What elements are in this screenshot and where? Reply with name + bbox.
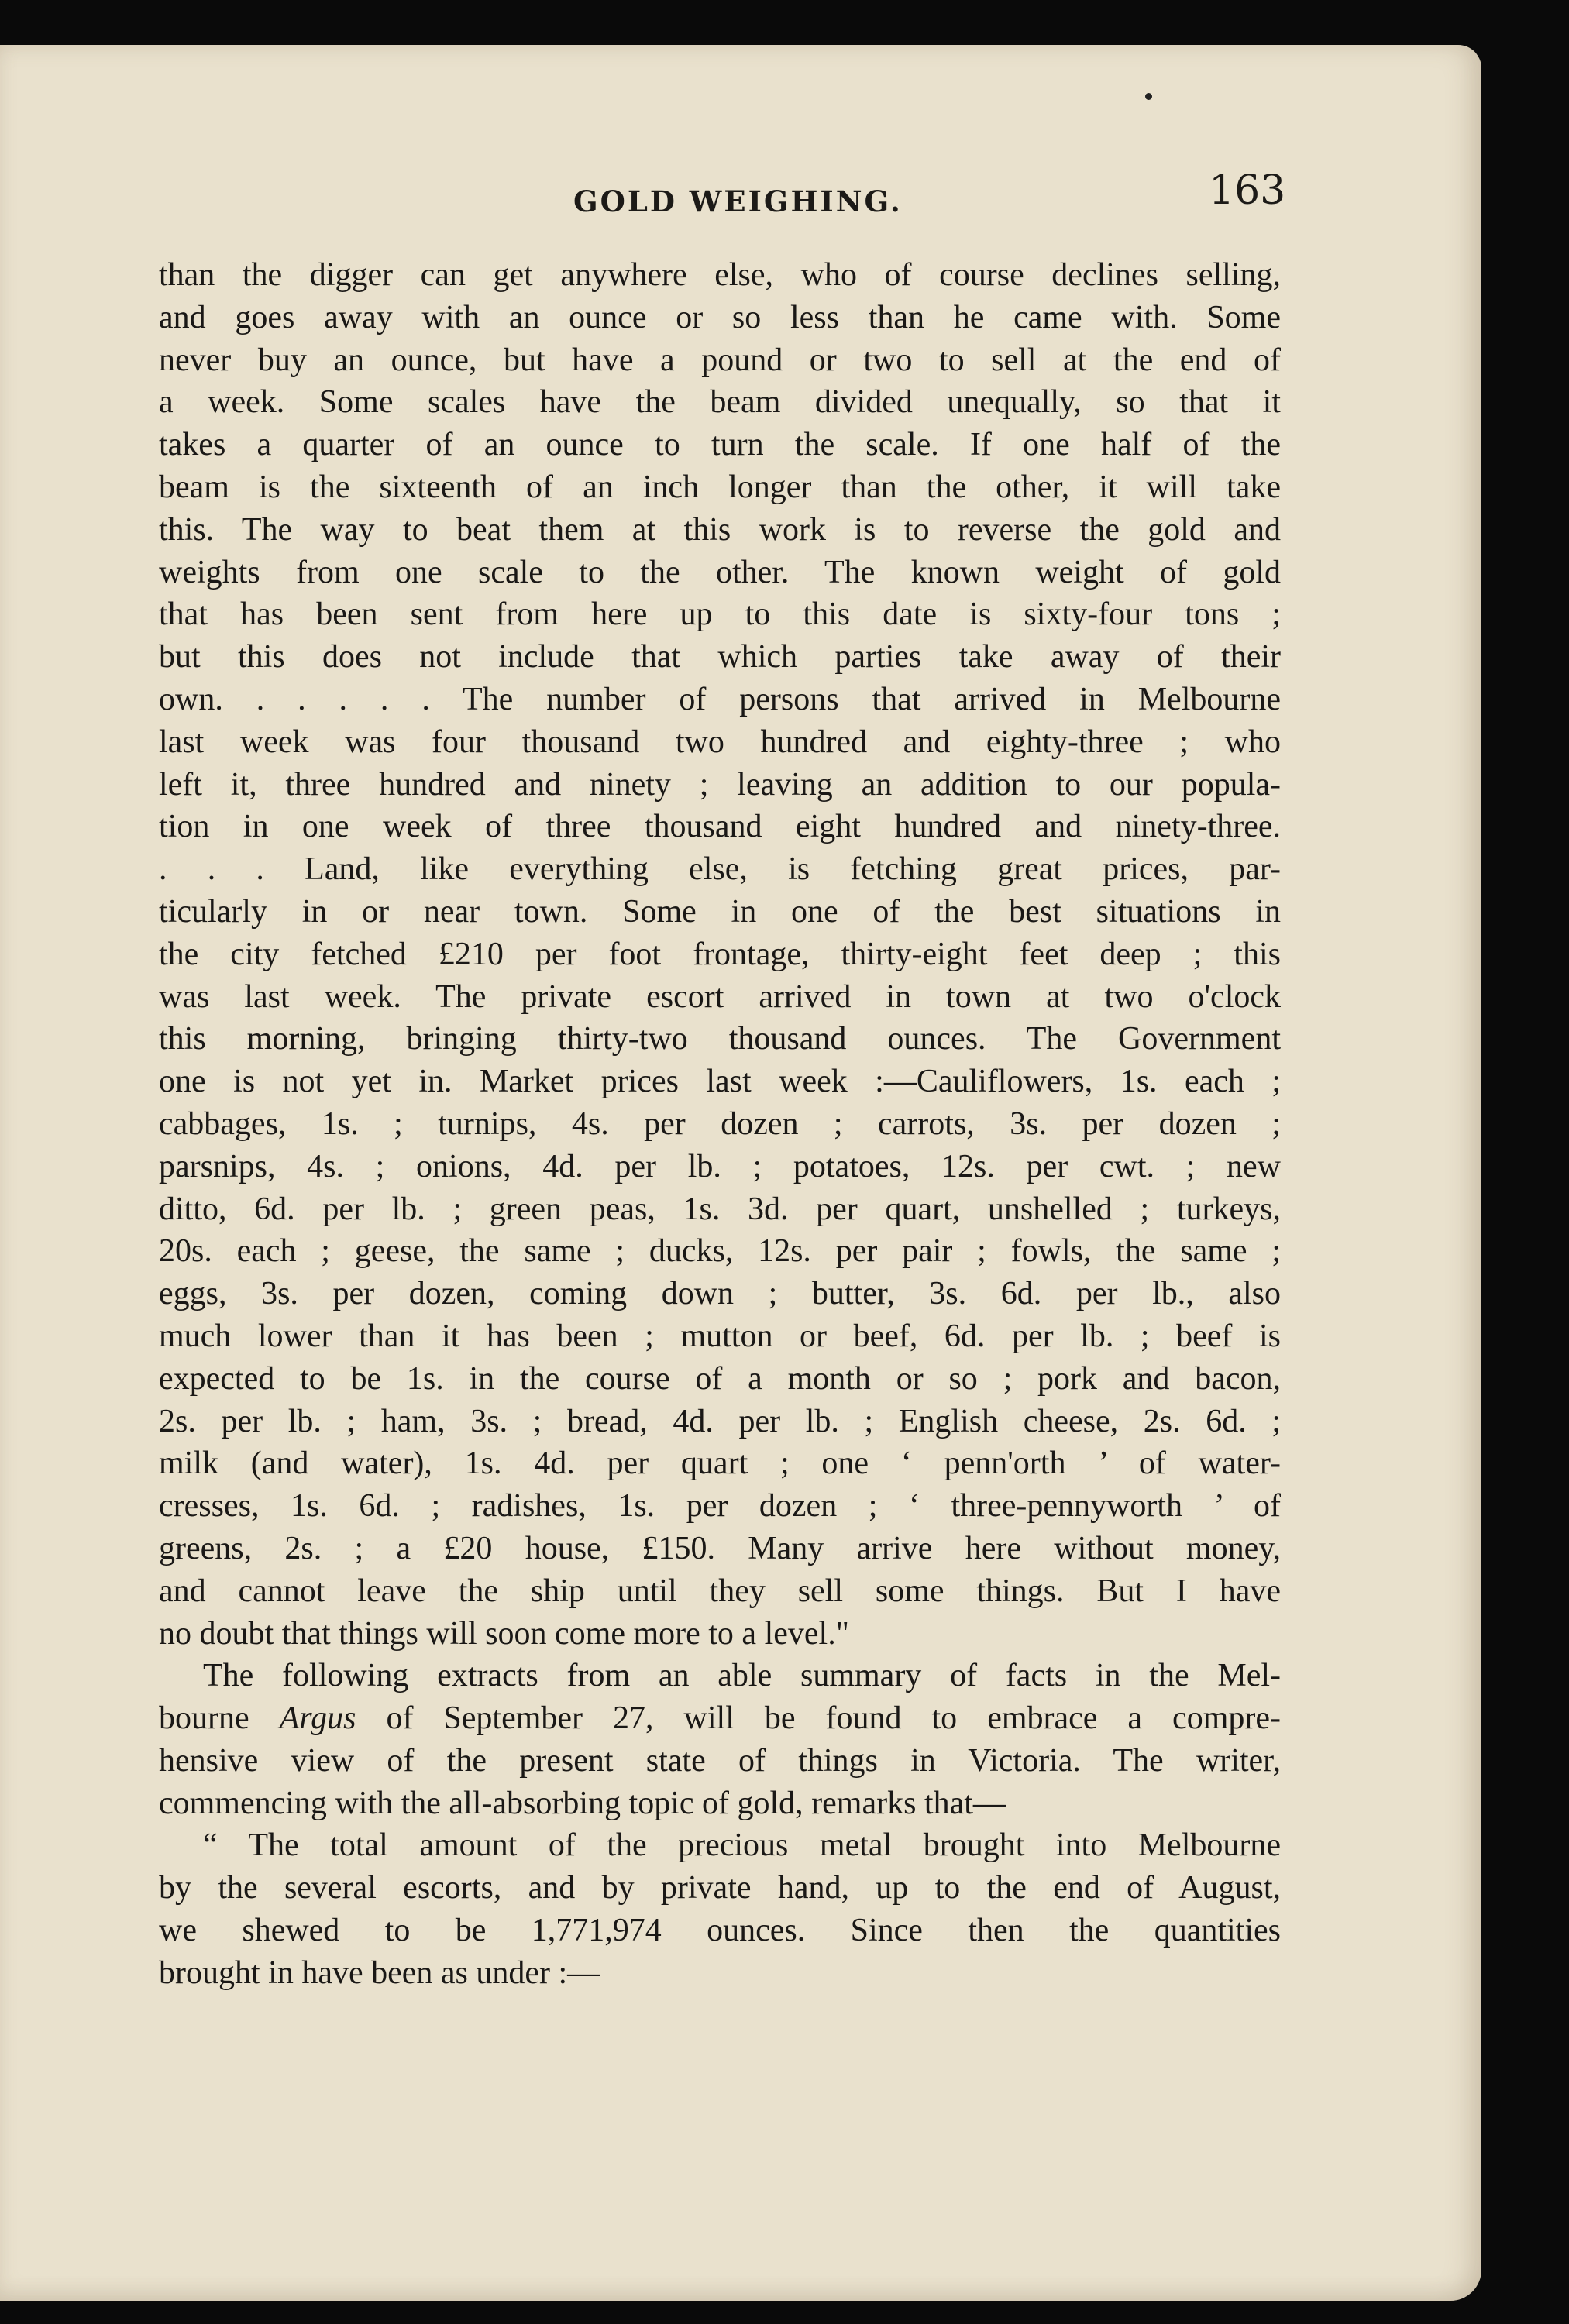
text-line: we shewed to be 1,771,974 ounces. Since then the quantities (159, 1913, 1281, 1949)
text-line: commencing with the all-absorbing topic of gold, remarks that— (159, 1785, 1006, 1821)
text-line: ticularly in or near town. Some in one of the best situations in (159, 893, 1281, 930)
paragraph-3 (159, 1824, 1281, 1994)
text-line: weights from one scale to the other. The known weight of gold (159, 554, 1281, 590)
text-line: was last week. The private escort arrived in town at two o'clock (159, 978, 1281, 1015)
running-head-title: GOLD WEIGHING. (573, 184, 903, 218)
text-line: than the digger can get anywhere else, who of course declines selling, (159, 257, 1281, 293)
text-line-with-italic (159, 1697, 1281, 1740)
text-line: much lower than it has been ; mutton or beef, 6d. per lb. ; beef is (159, 1318, 1281, 1354)
text-line: brought in have been as under :— (159, 1954, 600, 1991)
text-line: this. The way to beat them at this work is to reverse the gold and (159, 511, 1281, 548)
ink-dot (1145, 93, 1152, 100)
text-line: never buy an ounce, but have a pound or two to sell at the end of (159, 342, 1281, 378)
paragraph-1 (159, 254, 1281, 1655)
text-line: 2s. per lb. ; ham, 3s. ; bread, 4d. per lb. ; English cheese, 2s. 6d. ; (159, 1403, 1281, 1439)
text-line: “ The total amount of the precious metal brought into Melbourne (203, 1827, 1281, 1864)
text-line: cabbages, 1s. ; turnips, 4s. per dozen ; carrots, 3s. per dozen ; (159, 1105, 1281, 1142)
newspaper-title: Argus (279, 1700, 356, 1737)
text-line: tion in one week of three thousand eight hundred and ninety-three. (159, 809, 1281, 845)
text-line: beam is the sixteenth of an inch longer than the other, it will take (159, 469, 1281, 505)
paragraph-2 (159, 1655, 1281, 1824)
text-line: that has been sent from here up to this date is sixty-four tons ; (159, 596, 1281, 633)
text-line: milk (and water), 1s. 4d. per quart ; one ‘ penn'orth ’ of water- (159, 1446, 1281, 1482)
text-line: 20s. each ; geese, the same ; ducks, 12s. per pair ; fowls, the same ; (159, 1233, 1281, 1270)
text-run: bourne (159, 1700, 280, 1737)
text-line: . . . Land, like everything else, is fetching great prices, par- (159, 851, 1281, 888)
text-line: ditto, 6d. per lb. ; green peas, 1s. 3d. per quart, unshelled ; turkeys, (159, 1191, 1281, 1227)
text-line: greens, 2s. ; a £20 house, £150. Many arrive here without money, (159, 1530, 1281, 1566)
text-line: parsnips, 4s. ; onions, 4d. per lb. ; potatoes, 12s. per cwt. ; new (159, 1148, 1281, 1184)
text-line: the city fetched £210 per foot frontage, thirty-eight feet deep ; this (159, 936, 1281, 972)
text-line: last week was four thousand two hundred and eighty-three ; who (159, 724, 1281, 760)
text-line: The following extracts from an able summary of facts in the Mel- (203, 1658, 1281, 1694)
text-line: but this does not include that which parties take away of their (159, 639, 1281, 676)
running-head (0, 161, 1481, 223)
text-line: and cannot leave the ship until they sell some things. But I have (159, 1573, 1281, 1609)
text-line: by the several escorts, and by private hand, up to the end of August, (159, 1870, 1281, 1906)
text-line: expected to be 1s. in the course of a month or so ; pork and bacon, (159, 1360, 1281, 1397)
text-line: takes a quarter of an ounce to turn the scale. If one half of the (159, 427, 1281, 463)
text-line: hensive view of the present state of things in Victoria. The writer, (159, 1742, 1281, 1779)
page-number: 163 (1209, 167, 1286, 214)
text-line: this morning, bringing thirty-two thousand ounces. The Government (159, 1021, 1281, 1057)
text-line: eggs, 3s. per dozen, coming down ; butter, 3s. 6d. per lb., also (159, 1276, 1281, 1312)
text-line: own. . . . . . The number of persons that arrived in Melbourne (159, 681, 1281, 717)
body-text (159, 254, 1281, 1995)
text-line: no doubt that things will soon come more to a level." (159, 1615, 849, 1652)
text-line: left it, three hundred and ninety ; leaving an addition to our popula- (159, 766, 1281, 803)
text-line: and goes away with an ounce or so less than he came with. Some (159, 299, 1281, 335)
text-run: of September 27, will be found to embrace a compre- (356, 1700, 1281, 1737)
book-page (0, 45, 1481, 2301)
text-line: a week. Some scales have the beam divided unequally, so that it (159, 384, 1281, 421)
text-line: cresses, 1s. 6d. ; radishes, 1s. per dozen ; ‘ three-pennyworth ’ of (159, 1488, 1281, 1525)
text-line: one is not yet in. Market prices last week :—Cauliflowers, 1s. each ; (159, 1064, 1281, 1100)
